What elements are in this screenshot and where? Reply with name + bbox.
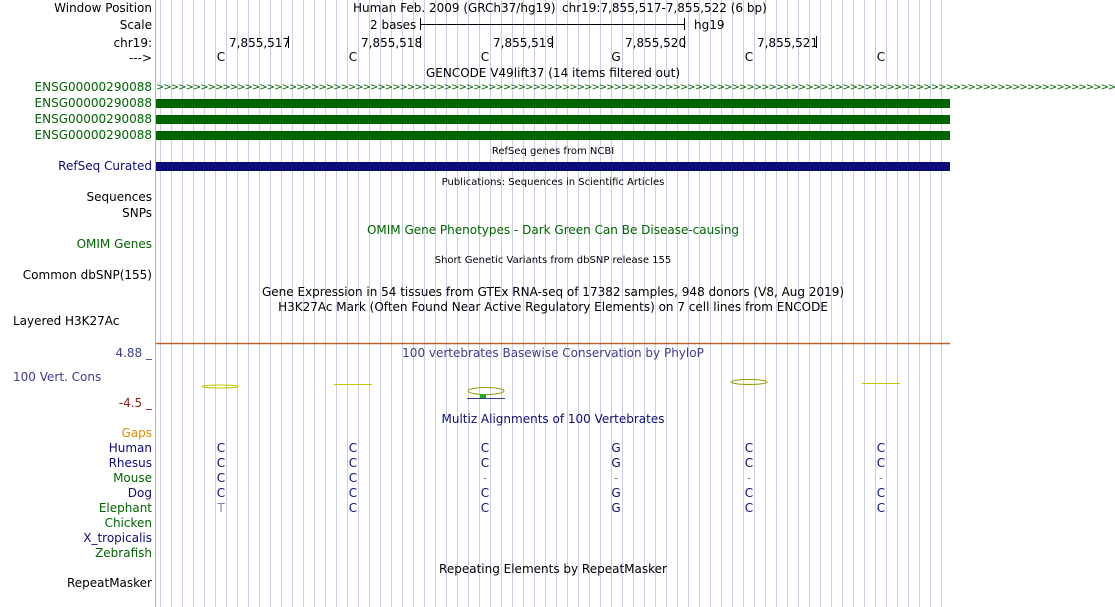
gtex-track-title: Gene Expression in 54 tissues from GTEx RNA-seq of 17382 samples, 948 donors (V8, Aug 2019) (261, 285, 845, 299)
coord-label: 7,855,517 (229, 36, 291, 50)
alignment-base: C (348, 501, 358, 515)
alignment-base: C (744, 486, 754, 500)
alignment-base: C (348, 441, 358, 455)
scale-db: hg19 (694, 18, 725, 32)
multiz-track-title: Multiz Alignments of 100 Vertebrates (441, 412, 665, 426)
phylop-track-title: 100 vertebrates Basewise Conservation by PhyloP (402, 346, 704, 360)
sequences-label[interactable]: Sequences (86, 190, 152, 204)
species-label[interactable]: Rhesus (108, 456, 152, 470)
alignment-base: C (744, 441, 754, 455)
gene-track-label[interactable]: ENSG00000290088 (34, 112, 152, 126)
refseq-track-title: RefSeq genes from NCBI (491, 146, 615, 157)
alignment-base: C (216, 441, 226, 455)
species-label[interactable]: X_tropicalis (83, 531, 152, 545)
omim-track-title: OMIM Gene Phenotypes - Dark Green Can Be Disease-causing (366, 223, 740, 237)
alignment-base: G (611, 501, 621, 515)
alignment-base: T (217, 501, 225, 515)
alignment-base: G (611, 486, 621, 500)
publications-track-title: Publications: Sequences in Scientific Articles (441, 177, 665, 188)
alignment-base: C (480, 486, 490, 500)
species-label[interactable]: Mouse (113, 471, 152, 485)
ref-base: C (216, 50, 226, 64)
alignment-base: C (348, 456, 358, 470)
cons-max-label: 4.88 _ (115, 346, 152, 360)
h3k27ac-label[interactable]: Layered H3K27Ac (13, 314, 120, 328)
alignment-base: C (876, 501, 886, 515)
alignment-base: C (876, 486, 886, 500)
alignment-base: C (480, 501, 490, 515)
scale-text: 2 bases (370, 18, 417, 32)
alignment-base: C (744, 501, 754, 515)
cons-track-label[interactable]: 100 Vert. Cons (13, 370, 102, 384)
alignment-base: - (878, 471, 884, 485)
alignment-base: C (216, 471, 226, 485)
ref-base: C (348, 50, 358, 64)
alignment-base: C (480, 441, 490, 455)
gene-track-label[interactable]: ENSG00000290088 (34, 80, 152, 94)
window-position-label[interactable]: Window Position (54, 1, 152, 15)
gene-intron-arrows[interactable]: >>>>>>>>>>>>>>>>>>>>>>>>>>>>>>>>>>>>>>>>>>>>>>>>>>>>>>>>>>>>>>>>>>>>>>>>>>>>>>>>>>>>>>>>>>>>>>>>>>>>>>>>>>>>>>>>>>>>>>>>>>>>>>>>>> (156, 82, 1115, 93)
h3k27ac-track-title: H3K27Ac Mark (Often Found Near Active Regulatory Elements) on 7 cell lines from ENCODE (278, 300, 828, 314)
repeatmasker-label[interactable]: RepeatMasker (66, 576, 152, 590)
dbsnp-track-title: Short Genetic Variants from dbSNP release 155 (434, 255, 672, 266)
coord-label: 7,855,518 (361, 36, 423, 50)
assembly-title: Human Feb. 2009 (GRCh37/hg19) (353, 1, 556, 15)
alignment-base: G (611, 441, 621, 455)
chrom-label[interactable]: chr19: (113, 36, 152, 50)
ref-base: C (876, 50, 886, 64)
species-label[interactable]: Human (108, 441, 152, 455)
alignment-base: C (348, 486, 358, 500)
species-label[interactable]: Zebrafish (95, 546, 152, 560)
snps-label[interactable]: SNPs (122, 206, 152, 220)
species-label[interactable]: Chicken (104, 516, 152, 530)
ref-base: G (611, 50, 621, 64)
alignment-base: - (746, 471, 752, 485)
ref-base: C (480, 50, 490, 64)
alignment-base: C (876, 441, 886, 455)
gaps-label[interactable]: Gaps (121, 426, 152, 440)
ref-base: C (744, 50, 754, 64)
cons-glyph (202, 380, 900, 399)
alignment-base: C (216, 486, 226, 500)
coord-label: 7,855,519 (493, 36, 555, 50)
alignment-base: C (480, 456, 490, 470)
gene-track-label[interactable]: ENSG00000290088 (34, 96, 152, 110)
strand-label: ---> (128, 51, 152, 65)
species-label[interactable]: Elephant (98, 501, 152, 515)
alignment-base: C (348, 471, 358, 485)
omim-label[interactable]: OMIM Genes (76, 237, 152, 251)
alignment-base: C (744, 456, 754, 470)
position-title: chr19:7,855,517-7,855,522 (6 bp) (562, 1, 767, 15)
scale-label[interactable]: Scale (119, 18, 152, 32)
refseq-label[interactable]: RefSeq Curated (58, 159, 152, 173)
repeatmasker-track-title: Repeating Elements by RepeatMasker (439, 562, 667, 576)
cons-min-label: -4.5 _ (118, 396, 152, 410)
alignment-base: C (216, 456, 226, 470)
alignment-base: - (613, 471, 619, 485)
alignment-base: C (876, 456, 886, 470)
gene-track-label[interactable]: ENSG00000290088 (34, 128, 152, 142)
dbsnp-label[interactable]: Common dbSNP(155) (22, 268, 152, 282)
alignment-base: - (482, 471, 488, 485)
coord-label: 7,855,521 (757, 36, 819, 50)
species-label[interactable]: Dog (127, 486, 152, 500)
alignment-base: G (611, 456, 621, 470)
gencode-track-title: GENCODE V49lift37 (14 items filtered out) (425, 66, 680, 80)
coord-label: 7,855,520 (625, 36, 687, 50)
